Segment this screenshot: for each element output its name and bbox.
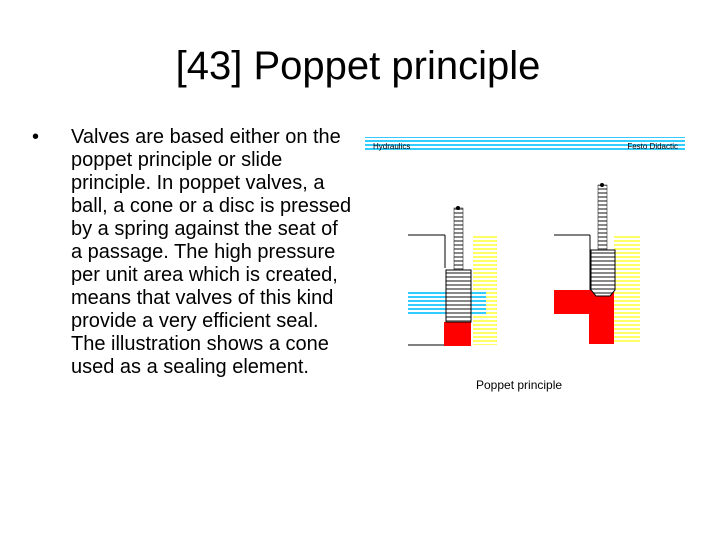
left-red-port: [444, 322, 471, 346]
right-red-outlet: [589, 314, 614, 344]
left-spring: [454, 208, 463, 270]
slide-title: [43] Poppet principle: [175, 44, 541, 88]
bullet-marker: •: [32, 126, 40, 148]
right-spring: [598, 185, 607, 250]
right-yellow-chamber: [614, 235, 640, 343]
right-poppet-cone: [591, 250, 615, 296]
poppet-illustration: [360, 120, 690, 410]
poppet-diagram: [360, 120, 690, 410]
figure-header-right: Festo Didactic: [627, 142, 678, 151]
bullet-item: [30, 126, 352, 379]
figure-caption: Poppet principle: [476, 378, 563, 392]
bullet-text: Valves are based either on the poppet principle or slide principle. In poppet valves, a ball, a cone or a disc is pressed by a spring against the seat of a passage. The high pressure per unit area which is created, means that valves of this kind provide a very efficient seal. The illustration shows a cone used as a sealing element.: [71, 126, 352, 378]
bullet-list: [30, 126, 352, 379]
right-valve: [554, 183, 640, 344]
figure-header-left: Hydraulics: [373, 142, 411, 151]
left-valve: [408, 206, 497, 346]
left-poppet-cone: [446, 270, 471, 322]
